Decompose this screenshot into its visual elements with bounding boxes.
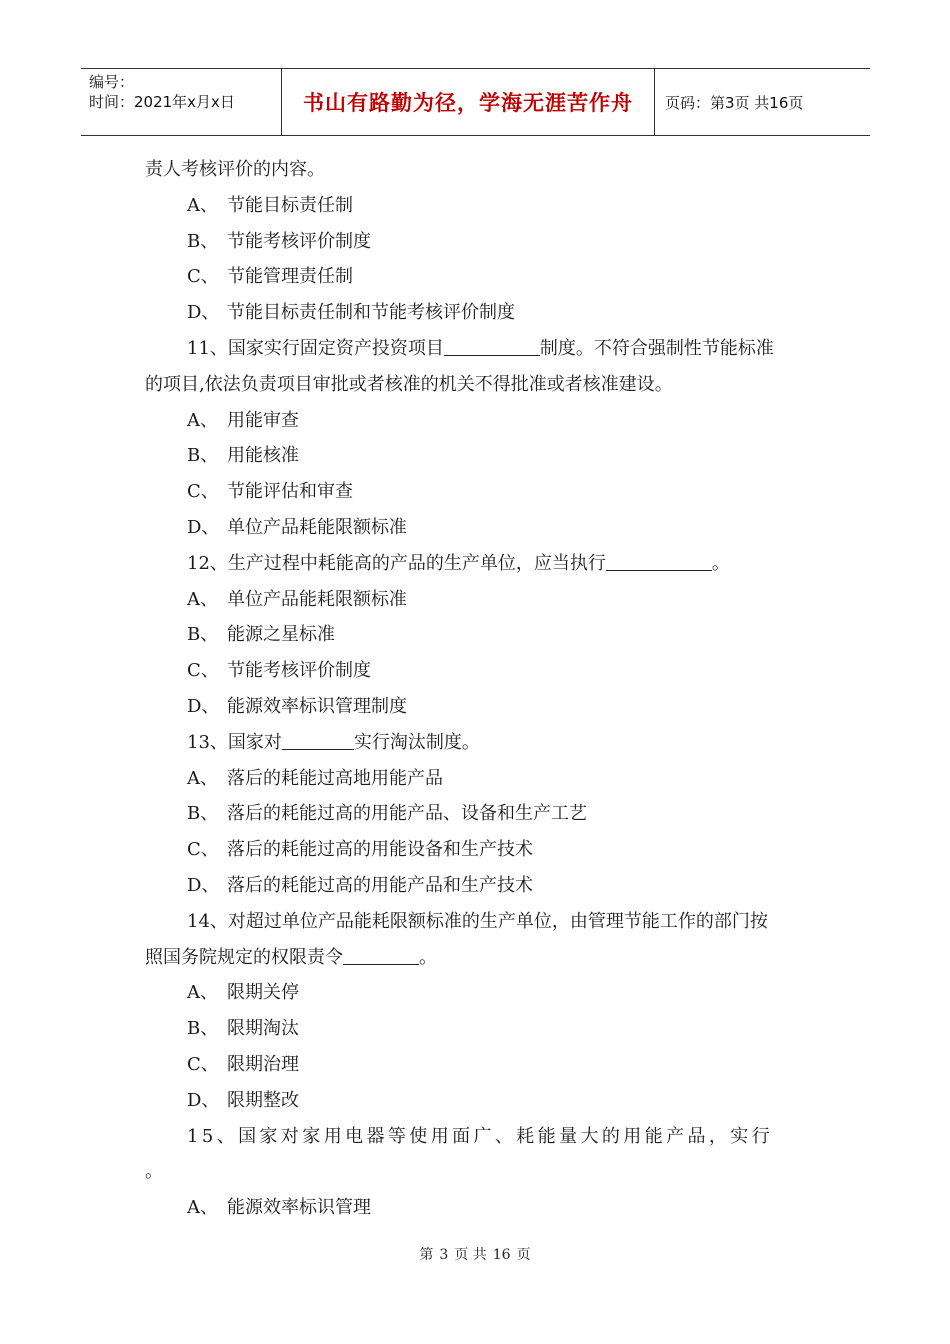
question-text: 。 (711, 552, 730, 574)
page-footer (0, 1244, 950, 1264)
option-letter: D、 (187, 695, 220, 717)
answer-blank (282, 729, 354, 750)
option-letter: A、 (187, 1197, 218, 1219)
option-c (145, 474, 810, 510)
option-letter: B、 (187, 624, 219, 646)
option-letter: B、 (187, 230, 219, 252)
answer-blank (343, 944, 419, 965)
option-b (145, 1011, 810, 1047)
question-14-stem-cont (145, 940, 810, 976)
option-letter: C、 (187, 266, 219, 288)
option-c (145, 832, 810, 868)
option-letter: A、 (187, 409, 218, 431)
option-text: 限期淘汰 (227, 1018, 299, 1040)
answer-blank (606, 550, 712, 571)
footer-suffix: 页 (516, 1247, 531, 1263)
option-a (145, 582, 810, 618)
question-text: 制度。不符合强制性节能标准 (539, 337, 774, 359)
option-letter: C、 (187, 660, 219, 682)
option-letter: B、 (187, 803, 219, 825)
header-page-code: 页码：第3页 共16页 (665, 93, 804, 112)
footer-prefix: 第 (419, 1247, 434, 1263)
option-text: 能源效率标识管理 (227, 1197, 371, 1219)
option-a (145, 188, 810, 224)
option-letter: D、 (187, 1089, 220, 1111)
document-time-label: 时间：2021年x月x日 (89, 93, 235, 111)
option-letter: D、 (187, 874, 220, 896)
option-text: 节能考核评价制度 (227, 660, 371, 682)
option-d (145, 510, 810, 546)
option-a (145, 975, 810, 1011)
option-text: 单位产品耗能限额标准 (227, 516, 407, 538)
option-text: 能源效率标识管理制度 (227, 695, 407, 717)
footer-total-pages: 16 (492, 1247, 511, 1263)
question-text: 。 (419, 946, 437, 968)
option-c (145, 1047, 810, 1083)
option-text: 用能核准 (227, 445, 299, 467)
answer-blank (444, 335, 540, 356)
option-text: 落后的耗能过高的用能设备和生产技术 (227, 839, 533, 861)
option-text: 节能考核评价制度 (227, 230, 371, 252)
footer-page-number: 3 (439, 1247, 449, 1263)
option-text: 落后的耗能过高地用能产品 (227, 767, 443, 789)
question-text: 11、国家实行固定资产投资项目 (187, 337, 444, 359)
option-d (145, 295, 810, 331)
header-motto: 书山有路勤为径，学海无涯苦作舟 (282, 69, 655, 135)
option-d (145, 868, 810, 904)
option-a (145, 403, 810, 439)
option-text: 节能评估和审查 (227, 481, 353, 503)
option-text: 节能目标责任制 (227, 194, 353, 216)
option-b (145, 617, 810, 653)
option-text: 能源之星标准 (227, 624, 335, 646)
question-text: 12、生产过程中耗能高的产品的生产单位，应当执行 (187, 552, 606, 574)
question-15-stem: 15、国家对家用电器等使用面广、耗能量大的用能产品，实行 (187, 1125, 774, 1147)
option-text: 节能管理责任制 (227, 266, 353, 288)
question-text: 13、国家对 (187, 731, 282, 753)
option-letter: A、 (187, 588, 218, 610)
option-d (145, 1083, 810, 1119)
option-b (145, 438, 810, 474)
option-letter: A、 (187, 767, 218, 789)
option-letter: C、 (187, 839, 219, 861)
question-11-stem (145, 331, 810, 367)
option-text: 节能目标责任制和节能考核评价制度 (227, 302, 515, 324)
option-text: 限期整改 (227, 1089, 299, 1111)
option-letter: B、 (187, 1018, 219, 1040)
option-letter: A、 (187, 982, 218, 1004)
option-text: 落后的耗能过高的用能产品和生产技术 (227, 874, 533, 896)
question-11-stem-cont: 的项目,依法负责项目审批或者核准的机关不得批准或者核准建设。 (145, 373, 673, 395)
question-15-stem-cont: 。 (145, 1161, 163, 1183)
document-body (145, 152, 810, 1226)
option-text: 限期治理 (227, 1053, 299, 1075)
page-header (81, 68, 870, 136)
option-letter: B、 (187, 445, 219, 467)
option-text: 用能审查 (227, 409, 299, 431)
option-letter: C、 (187, 1053, 219, 1075)
option-letter: D、 (187, 302, 220, 324)
option-text: 单位产品能耗限额标准 (227, 588, 407, 610)
option-c (145, 653, 810, 689)
question-14-stem: 14、对超过单位产品能耗限额标准的生产单位，由管理节能工作的部门按 (187, 910, 768, 932)
option-letter: D、 (187, 516, 220, 538)
question-12-stem (145, 546, 810, 582)
question-13-stem (145, 725, 810, 761)
question-text: 实行淘汰制度。 (353, 731, 480, 753)
option-a (145, 1190, 810, 1226)
footer-mid: 页 共 (454, 1247, 487, 1263)
option-letter: A、 (187, 194, 218, 216)
text-line: 责人考核评价的内容。 (145, 159, 325, 180)
option-a (145, 761, 810, 797)
option-c (145, 259, 810, 295)
option-text: 落后的耗能过高的用能产品、设备和生产工艺 (227, 803, 587, 825)
option-d (145, 689, 810, 725)
option-letter: C、 (187, 481, 219, 503)
document-number-label: 编号： (89, 73, 135, 91)
header-meta (81, 69, 282, 135)
option-b (145, 224, 810, 260)
option-text: 限期关停 (227, 982, 299, 1004)
option-b (145, 796, 810, 832)
question-text: 照国务院规定的权限责令 (145, 946, 343, 968)
